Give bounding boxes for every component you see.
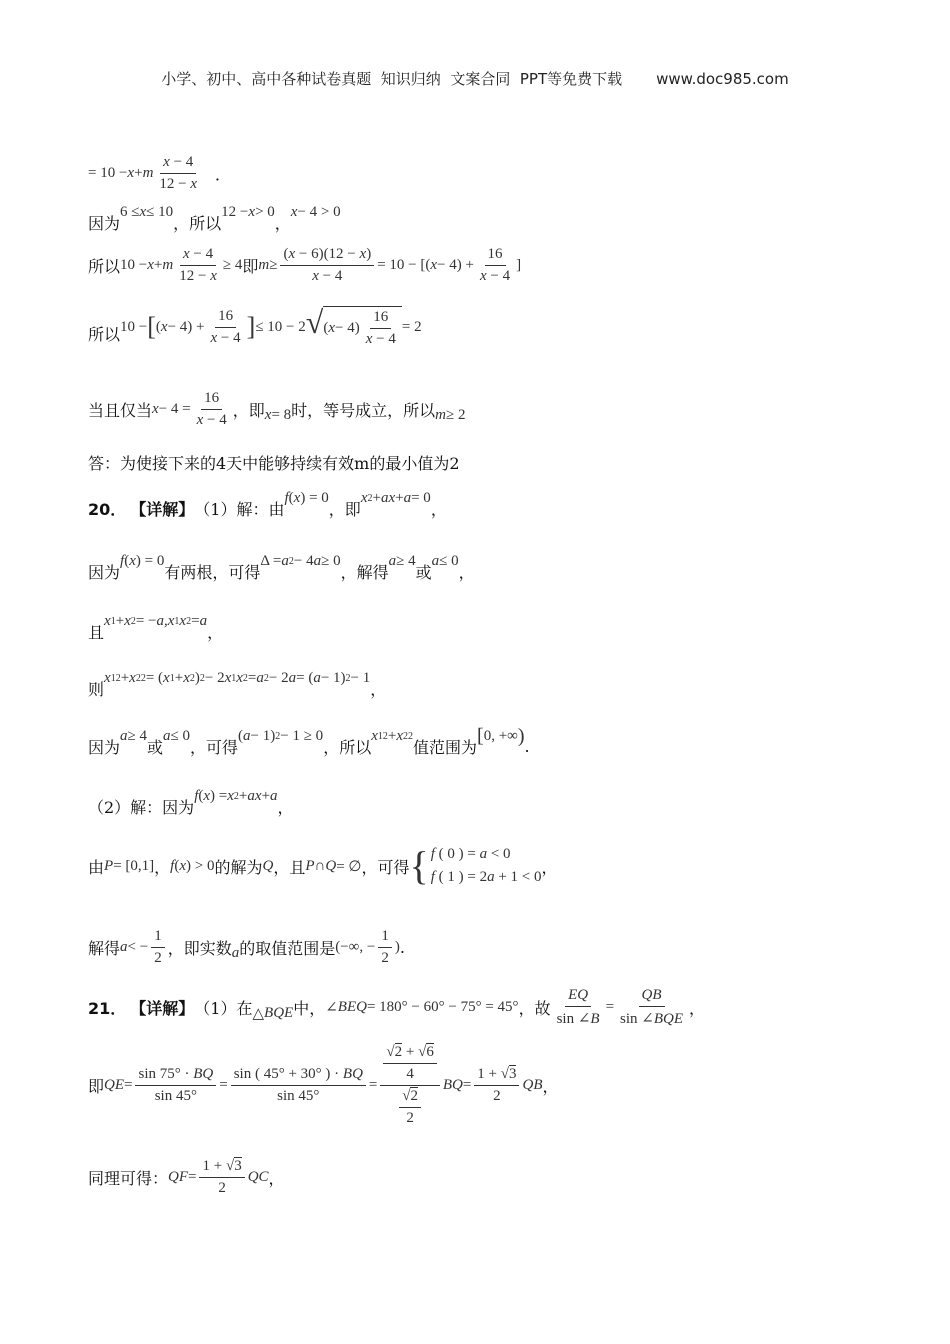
detail-tag: 【详解】 — [130, 999, 195, 1018]
formula: P ∩ Q = ∅ — [305, 857, 362, 875]
line-5 — [88, 390, 466, 429]
question-number: 20． — [88, 500, 127, 519]
formula: Δ = a 2 − 4 a ≥ 0 — [260, 553, 341, 569]
formula: f ( x ) = x 2 + ax + a — [194, 788, 278, 804]
line-9 — [88, 613, 224, 643]
text: 当且仅当 — [88, 401, 153, 420]
formula: f ( x ) = 0 — [284, 490, 329, 506]
text: 因为 — [88, 738, 121, 757]
text: . — [524, 737, 530, 756]
text: 解得 — [88, 939, 121, 958]
text: 值范围为 — [413, 738, 478, 757]
text: ，可得 — [361, 857, 410, 877]
formula: a ≥ 4 — [120, 728, 147, 744]
text: ，故 — [518, 999, 551, 1018]
formula: = 10 − x + m $\frac{x - 4}{12 - x}$ — [88, 154, 198, 192]
formula: 6 ≤ x ≤ 10 — [120, 204, 174, 220]
text: ， — [207, 623, 224, 642]
line-14 — [88, 928, 405, 967]
text: ， — [154, 857, 171, 877]
text: ，可得 — [190, 738, 239, 757]
formula: m ≥ $\frac{(x - 6)(12 - x)}{x - 4}$ = 10 − [( x − 4) + $\frac{16}{x - 4}$ ] — [258, 246, 522, 284]
text: （1）在 — [194, 999, 253, 1018]
formula: [ 0, +∞ ) — [477, 725, 525, 747]
text: 则 — [88, 680, 105, 699]
text: 中， — [293, 999, 326, 1018]
formula: P = [0,1] — [104, 857, 155, 874]
formula: x 1 2 + x 2 2 — [371, 728, 414, 744]
formula: ( a − 1) 2 − 1 ≥ 0 — [238, 728, 324, 744]
line-16 — [88, 1044, 559, 1127]
text: 答：为使接下来的4天中能够持续有效m的最小值为2 — [88, 454, 460, 473]
text: ，且 — [273, 857, 306, 877]
text: 因为 — [88, 214, 121, 233]
line-17 — [88, 1158, 285, 1197]
formula: 10 − x + m $\frac{x - 4}{12 - x}$ ≥ 4 — [120, 246, 243, 284]
formula: $\frac{EQ}{\sin \angle B}$ = $\frac{QB}{\text{sin ∠BQE}}$ — [556, 987, 684, 1027]
header-site: www.doc985.com — [656, 70, 789, 88]
text: （2）解：因为 — [88, 798, 195, 817]
text: ， — [277, 798, 294, 817]
text: ， — [370, 680, 387, 699]
text: 即 — [88, 1077, 105, 1096]
text: ，所以 — [173, 214, 222, 233]
formula: f ( x ) = 0 — [120, 553, 165, 569]
line-2 — [88, 204, 341, 234]
line-7 — [88, 490, 447, 520]
text: ， — [689, 999, 706, 1018]
text: ， — [268, 1169, 285, 1188]
formula: QF = $\frac{1 + √3}{2}$ QC — [168, 1158, 269, 1196]
formula: ∠ BEQ = 180° − 60° − 75° = 45° — [325, 999, 519, 1016]
formula: x = 8 — [264, 407, 292, 423]
formula: a ≥ 4 — [388, 553, 416, 569]
formula: x 1 + x 2 = − a , x 1 x 2 = a — [104, 613, 208, 629]
detail-tag: 【详解】 — [130, 500, 195, 519]
formula: a < − $\frac{1}{2}$ — [120, 928, 168, 967]
formula: a ≤ 0 — [431, 553, 459, 569]
line-15 — [88, 987, 705, 1028]
line-3 — [88, 246, 521, 285]
text: 所以 — [88, 324, 121, 344]
text: ， — [542, 1077, 559, 1096]
text: . — [399, 938, 405, 957]
formula: 12 − x > 0 — [221, 204, 275, 220]
formula: 10 − [ ( x − 4) + $\frac{16}{x - 4}$ ] ≤ 10 − 2 √ ( x − 4) $\frac{16}{x - 4}$ = 2 — [120, 304, 422, 347]
text: ，即 — [232, 401, 265, 420]
text: 即 — [242, 257, 259, 276]
header-text: 小学、初中、高中各种试卷真题 知识归纳 文案合同 PPT等免费下载 — [161, 70, 623, 88]
text: 同理可得： — [88, 1169, 169, 1188]
formula: a — [231, 945, 240, 961]
formula: x 2 + ax + a = 0 — [360, 490, 431, 506]
formula: x − 4 = $\frac{16}{x - 4}$ — [152, 390, 227, 428]
formula-system: { f ( 0 ) = a < 0 f ( 1 ) = 2a + 1 < 0 — [409, 843, 542, 888]
text: ，所以 — [323, 738, 372, 757]
text: ， — [430, 500, 447, 519]
text: ， — [541, 857, 558, 877]
formula: x 1 2 + x 2 2 = ( x 1 + x 2 ) 2 − 2 x 1 x 2 = a 2 − 2 a = ( a − 1) 2 − 1 — [104, 670, 371, 686]
text: 时，等号成立，所以 — [291, 401, 436, 420]
formula: a ≤ 0 — [163, 728, 190, 744]
line-6 — [88, 451, 460, 474]
formula: f ( x ) > 0 — [170, 857, 215, 874]
text: 的取值范围是 — [239, 939, 336, 958]
line-12 — [88, 788, 294, 818]
formula: △ BQE — [252, 1005, 294, 1022]
page-header — [0, 68, 950, 89]
line-11 — [88, 725, 530, 758]
text: 所以 — [88, 257, 121, 276]
text: ． — [215, 165, 232, 184]
text: ， — [274, 214, 291, 233]
line-10 — [88, 670, 387, 700]
text: 有两根，可得 — [164, 563, 261, 582]
formula: QE = $\frac{\sin 75^\circ \cdot BQ}{\sin 45^\circ}$ = $\frac{\sin ( 45^\circ + 30^\circ ) \cdot BQ}{\sin 45^\circ}$ = $\frac{\frac{√2 + √6}{4}}{\frac{√2}{2}}$ BQ = $\frac{1 + √3}{2}$ QB — [104, 1044, 543, 1126]
text: 或 — [147, 738, 164, 757]
text: ，即实数 — [167, 939, 232, 958]
question-number: 21． — [88, 999, 127, 1018]
formula: m ≥ 2 — [435, 407, 466, 423]
text: ，解得 — [340, 563, 389, 582]
text: ，即 — [328, 500, 361, 519]
line-13 — [88, 843, 558, 888]
line-4 — [88, 306, 422, 348]
text: 因为 — [88, 563, 121, 582]
formula: Q — [262, 857, 274, 874]
text: 且 — [88, 623, 105, 642]
formula: x − 4 > 0 — [290, 204, 341, 220]
line-8 — [88, 553, 475, 583]
text: （1）解：由 — [194, 500, 285, 519]
text: 的解为 — [214, 857, 263, 877]
text: 由 — [88, 857, 105, 877]
line-1 — [88, 154, 231, 193]
formula: (−∞, − $\frac{1}{2}$ ) — [335, 928, 400, 966]
text: 或 — [415, 563, 432, 582]
text: ， — [458, 563, 475, 582]
